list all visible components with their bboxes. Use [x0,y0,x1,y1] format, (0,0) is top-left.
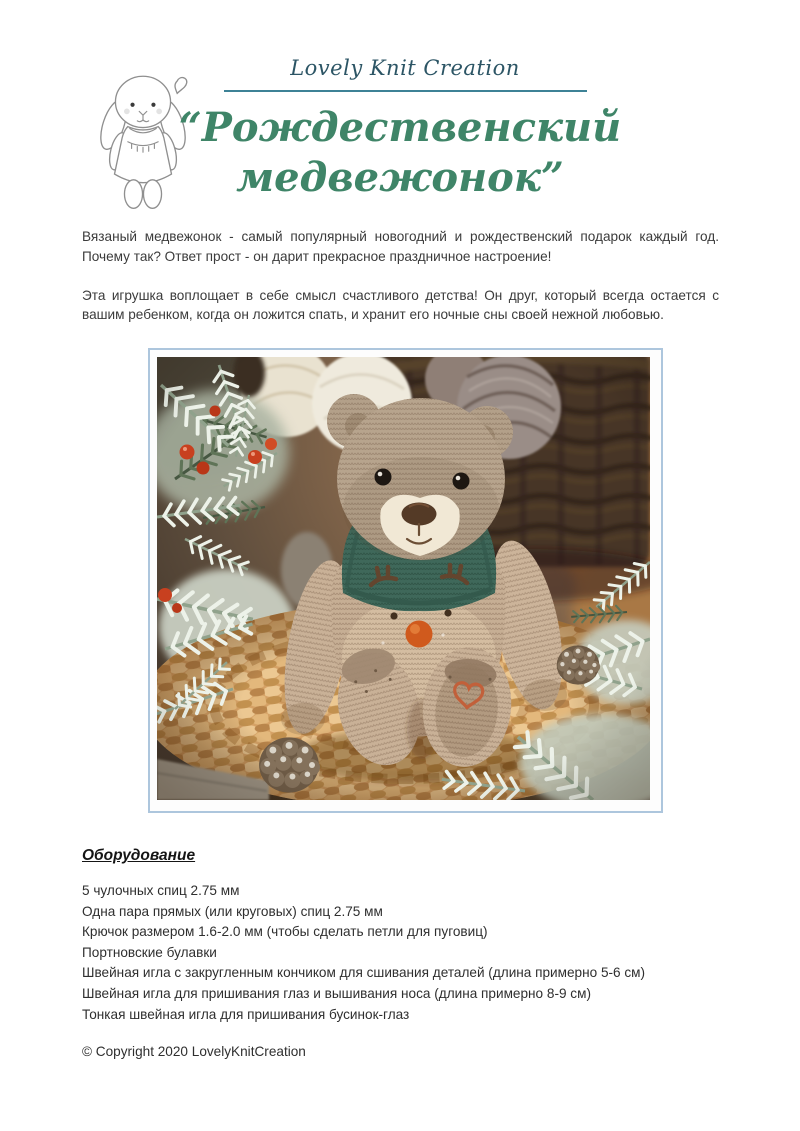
equipment-item: Швейная игла для пришивания глаз и вышивания носа (длина примерно 8-9 см) [82,985,591,1001]
page-title [150,103,650,203]
equipment-list [82,881,742,1025]
teddy-bear-photo-frame [148,348,663,813]
teddy-bear-photo [157,357,650,800]
equipment-item: Тонкая швейная игла для пришивания бусинок-глаз [82,1006,410,1022]
intro-paragraph-2: Эта игрушка воплощает в себе смысл счастливого детства! Он друг, который всегда остается с вашим ребенком, когда он ложится спать, и хранит его ночные сны своей нежной любовью. [82,287,719,322]
equipment-item: Одна пара прямых (или круговых) спиц 2.75 мм [82,903,383,919]
bunny-eye [130,103,134,107]
brand-title: Lovely Knit Creation [290,56,520,80]
intro-paragraph-1: Вязаный медвежонок - самый популярный новогодний и рождественский подарок каждый год. Почему так? Ответ прост - он дарит прекрасное праздничное настроение! [82,229,719,264]
copyright-text: © Copyright 2020 LovelyKnitCreation [82,1044,306,1059]
intro-text [82,227,719,344]
equipment-item: Крючок размером 1.6-2.0 мм (чтобы сделать петли для пуговиц) [82,924,488,940]
header-divider [224,90,587,92]
equipment-heading: Оборудование [82,847,196,864]
page-title-line2: медвежонок” [236,154,564,201]
equipment-item: Швейная игла с закругленным кончиком для сшивания деталей (длина примерно 5-6 см) [82,965,646,981]
equipment-item: Портновские булавки [82,944,217,960]
page-title-line1: “Рождественский [178,104,622,151]
equipment-item: 5 чулочных спиц 2.75 мм [82,883,240,898]
